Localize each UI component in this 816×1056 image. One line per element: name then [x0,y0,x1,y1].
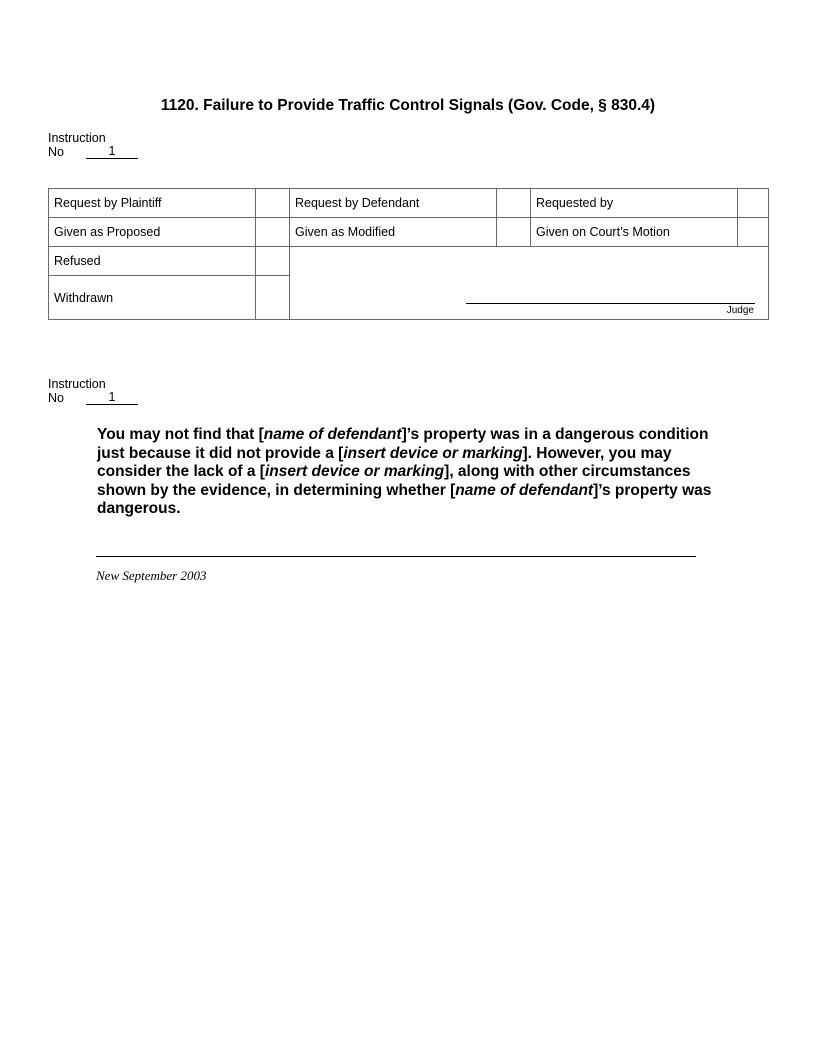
body-text-segment: ]. However, you may consider the lack of a [ [97,444,672,480]
judge-label: Judge [726,305,754,316]
placeholder-name-of-defendant: name of defendant [263,426,402,443]
body-text-segment: You may not find that [ [97,426,264,443]
given-as-proposed-label: Given as Proposed [54,225,161,239]
instruction-number-field[interactable]: 1 [86,145,138,159]
body-text-segment: ]’s property was dangerous. [97,481,712,517]
no-label: No [48,145,64,159]
instruction-number-block [48,377,138,405]
no-label: No [48,391,64,405]
request-by-plaintiff-checkbox[interactable] [256,189,289,217]
horizontal-divider [96,556,696,557]
instruction-label: Instruction [48,377,106,391]
given-as-modified-checkbox[interactable] [497,218,530,246]
body-text-segment: ]’s property was in a dangerous condition just because it did not provide a [ [97,426,709,462]
requested-by-checkbox[interactable] [738,189,768,217]
page-title: 1120. Failure to Provide Traffic Control Signals (Gov. Code, § 830.4) [160,97,656,114]
placeholder-name-of-defendant: name of defendant [455,481,594,499]
given-as-proposed-checkbox[interactable] [256,218,289,246]
given-on-courts-motion-checkbox[interactable] [738,218,768,246]
instruction-label: Instruction [48,131,106,145]
judge-signature-line[interactable] [466,303,755,304]
instruction-number-field[interactable]: 1 [86,391,138,405]
withdrawn-label: Withdrawn [54,290,114,305]
requested-by-label: Requested by [536,196,614,210]
request-by-defendant-checkbox[interactable] [497,189,530,217]
history-note: New September 2003 [96,568,207,583]
instruction-number-block [48,131,138,159]
request-by-plaintiff-label: Request by Plaintiff [54,196,162,210]
placeholder-insert-device-or-marking: insert device or marking [264,463,445,480]
body-text-segment: ], along with other circumstances shown by the evidence, in determining whether [ [97,463,691,499]
refused-label: Refused [54,254,101,268]
withdrawn-checkbox[interactable] [256,276,289,319]
given-as-modified-label: Given as Modified [295,225,396,239]
given-on-courts-motion-label: Given on Court’s Motion [536,225,670,239]
request-by-defendant-label: Request by Defendant [295,196,420,210]
request-status-table [48,188,769,320]
instruction-body-text [97,426,717,519]
refused-checkbox[interactable] [256,247,289,275]
placeholder-insert-device-or-marking: insert device or marking [343,444,523,462]
